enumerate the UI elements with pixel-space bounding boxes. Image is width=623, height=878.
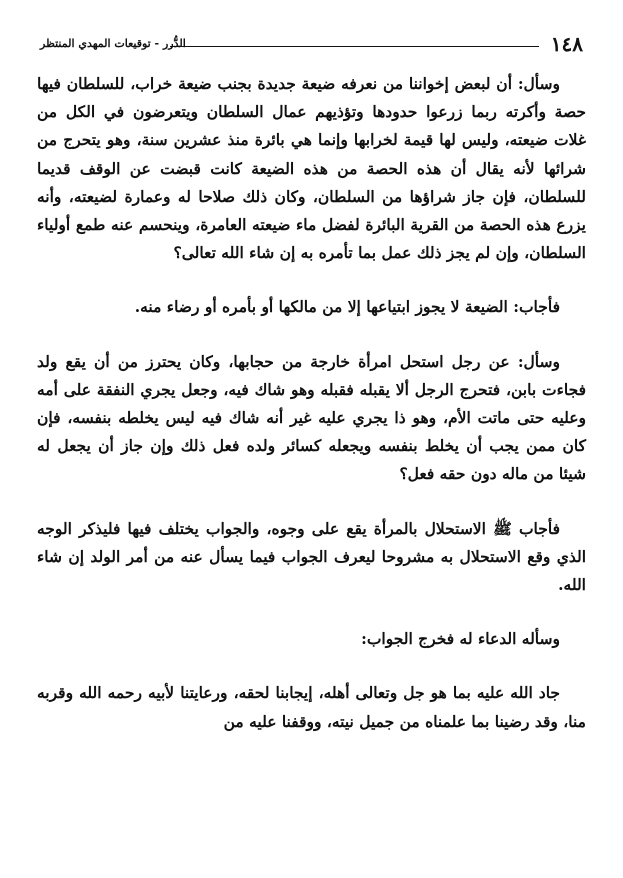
- header-rule: [170, 46, 539, 47]
- page-body: [37, 70, 586, 736]
- paragraph-request: وسأله الدعاء له فخرج الجواب:: [361, 629, 560, 649]
- paragraph-reply: جاد الله عليه بما هو جل وتعالى أهله، إيجابنا لحقه، ورعايتنا لأبيه رحمه الله وقربه منا، وقد رضينا بما علمناه من جميل نيته، ووقفنا عليه من: [37, 683, 586, 731]
- running-title: الدُّرر - توقيعات المهدي المنتظر: [40, 37, 186, 50]
- paragraph-answer-1: فأجاب: الضيعة لا يجوز ابتياعها إلا من مالكها أو بأمره أو رضاء منه.: [134, 297, 560, 317]
- page-number: ١٤٨: [550, 32, 583, 56]
- page-header: [40, 34, 583, 58]
- paragraph-question-2: وسأل: عن رجل استحل امرأة خارجة من حجابها، وكان يحترز من أن يقع ولد فجاءت بابن، فتحرج الرجل ألا يقبله فقبله وهو شاك فيه، وجعل يجري النفقة على أمه وعليه حتى ماتت الأم، وهو ذا يجري عليه غير أنه شاك فيه ليس يخلطه بنفسه، فإن كان ممن يجب أن يخلط بنفسه ويجعله كسائر ولده فعل ذلك وإن جاز أن يجعل له شيئا من ماله دون حقه فعل؟: [37, 351, 586, 484]
- paragraph-answer-2: فأجاب ﷺ الاستحلال بالمرأة يقع على وجوه، والجواب يختلف فيها فليذكر الوجه الذي وقع الاستحلال به مشروحا ليعرف الجواب فيما يسأل عنه من أمر الولد إن شاء الله.: [37, 518, 586, 595]
- paragraph-question-1: وسأل: أن لبعض إخواننا من نعرفه ضيعة جديدة بجنب ضيعة خراب، للسلطان فيها حصة وأكرته ربما زرعوا حدودها وتؤذيهم عمال السلطان ويتعرضون في الكل من غلات ضيعته، وليس لها قيمة لخرابها وإنما هي بائرة منذ عشرين سنة، وهو يتحرج من شرائها لأنه يقال أن هذه الحصة من هذه الضيعة كانت قبضت عن الوقف قديما للسلطان، فإن جاز شراؤها من السلطان، وكان ذلك صلاحا له وعمارة لضيعته، وأنه يزرع هذه الحصة من القرية البائرة لفضل ماء ضيعته العامرة، وينحسم عنه طمع أولياء السلطان، وإن لم يجز ذلك عمل بما تأمره به إن شاء الله تعالى؟: [37, 74, 586, 263]
